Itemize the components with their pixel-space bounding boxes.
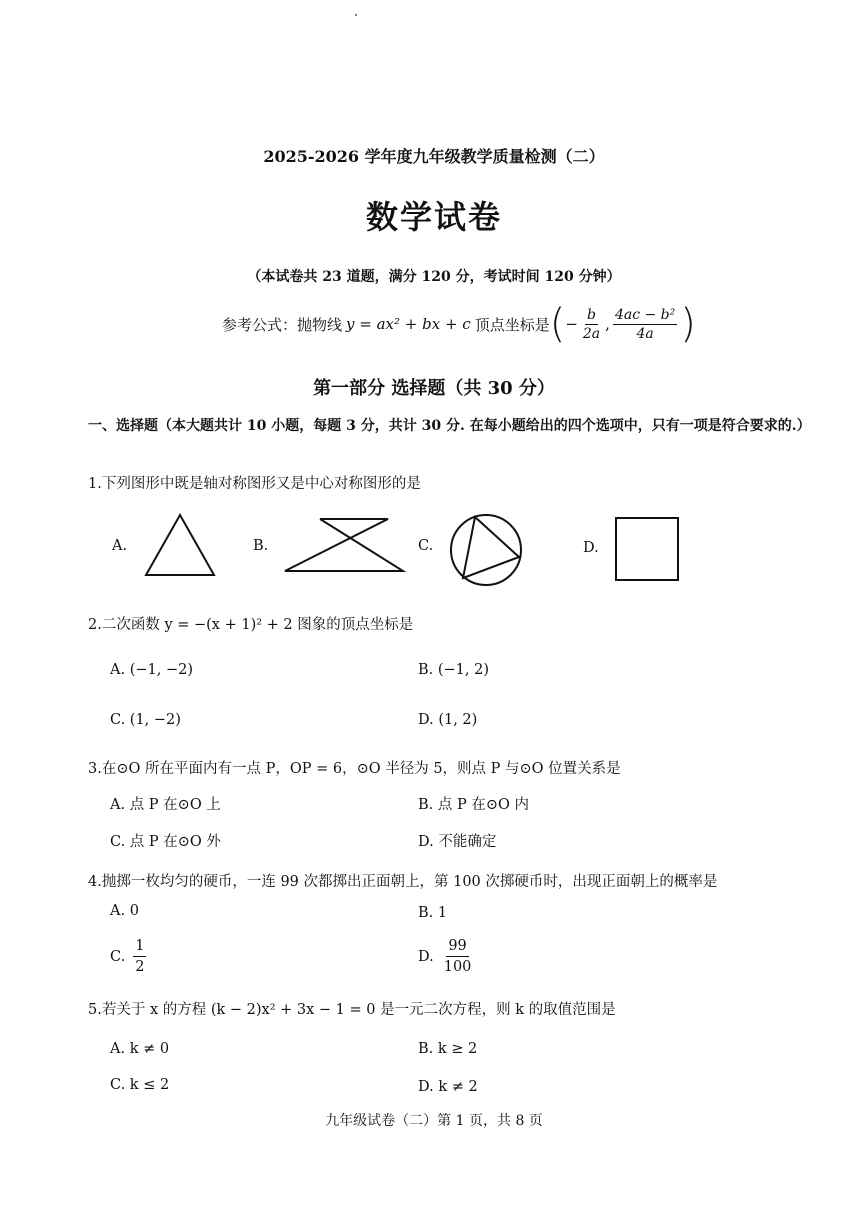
formula-frac-y	[613, 306, 677, 343]
q3-option-c: C. 点 P 在⊙O 外	[110, 834, 221, 850]
frac-x-den: 2a	[582, 325, 601, 342]
q1-option-a-label: A.	[112, 538, 128, 554]
page-footer: 九年级试卷（二）第 1 页，共 8 页	[325, 1113, 543, 1129]
q4-option-a: A. 0	[110, 903, 139, 919]
q2-option-a: A. (−1, −2)	[110, 662, 193, 678]
section-description: 一、选择题（本大题共计 10 小题，每题 3 分，共计 30 分. 在每小题给出的四个选项中，只有一项是符合要求的.）	[88, 418, 811, 434]
q2-option-d: D. (1, 2)	[418, 712, 478, 728]
q3-option-a: A. 点 P 在⊙O 上	[110, 797, 221, 813]
q4-c-den: 2	[135, 959, 145, 975]
formula-frac-x	[581, 306, 602, 343]
formula-right-paren: )	[680, 301, 696, 347]
q5-option-b: B. k ≥ 2	[418, 1041, 478, 1057]
q4-option-c	[110, 936, 146, 977]
exam-info: （本试卷共 23 道题，满分 120 分，考试时间 120 分钟）	[247, 269, 621, 285]
question-4-stem: 4.抛掷一枚均匀的硬币，一连 99 次都掷出正面朝上，第 100 次掷硬币时，出现正面朝上的概率是	[88, 874, 718, 890]
q3-option-d: D. 不能确定	[418, 834, 497, 850]
hourglass-triangles-figure	[282, 516, 406, 574]
q4-option-c-label: C.	[110, 948, 126, 965]
q4-option-b: B. 1	[418, 905, 448, 921]
formula-equation: y = ax² + bx + c	[346, 315, 471, 333]
formula-comma: ,	[605, 315, 610, 333]
q5-option-c: C. k ≤ 2	[110, 1077, 170, 1093]
inscribed-triangle-circle-figure	[448, 512, 524, 588]
q2-option-c: C. (1, −2)	[110, 712, 181, 728]
equilateral-triangle-figure	[143, 512, 217, 578]
frac-y-den: 4a	[636, 325, 654, 342]
frac-y-num: 4ac − b²	[614, 306, 676, 323]
square-figure	[614, 516, 680, 582]
q2-option-b: B. (−1, 2)	[418, 662, 490, 678]
scan-speck	[355, 14, 357, 16]
exam-title: 数学试卷	[365, 198, 502, 236]
q1-option-c-label: C.	[418, 538, 434, 554]
reference-formula	[222, 301, 696, 347]
part1-title: 第一部分 选择题（共 30 分）	[313, 378, 555, 399]
exam-subtitle: 2025-2026 学年度九年级教学质量检测（二）	[263, 147, 605, 166]
q4-c-num: 1	[133, 936, 146, 957]
q1-option-b-label: B.	[253, 538, 269, 554]
formula-left-paren: (	[549, 301, 566, 347]
q4-d-den: 100	[443, 959, 472, 975]
q4-d-num: 99	[446, 936, 468, 957]
q1-option-d-label: D.	[583, 540, 599, 556]
q4-option-c-fraction	[133, 936, 146, 977]
question-2-stem: 2.二次函数 y = −(x + 1)² + 2 图象的顶点坐标是	[88, 617, 414, 633]
question-1-stem: 1.下列图形中既是轴对称图形又是中心对称图形的是	[88, 476, 421, 492]
frac-x-num: b	[587, 306, 596, 323]
q5-option-d: D. k ≠ 2	[418, 1079, 478, 1095]
question-3-stem: 3.在⊙O 所在平面内有一点 P，OP = 6，⊙O 半径为 5，则点 P 与⊙O 位置关系是	[88, 761, 621, 777]
formula-prefix: 参考公式：抛物线	[222, 315, 343, 334]
q5-option-a: A. k ≠ 0	[110, 1041, 170, 1057]
q4-option-d-label: D.	[418, 948, 434, 965]
q4-option-d-fraction	[442, 936, 474, 977]
formula-neg: −	[565, 315, 578, 333]
q3-option-b: B. 点 P 在⊙O 内	[418, 797, 529, 813]
question-5-stem: 5.若关于 x 的方程 (k − 2)x² + 3x − 1 = 0 是一元二次方程，则 k 的取值范围是	[88, 1002, 616, 1018]
formula-middle: 顶点坐标是	[474, 315, 550, 334]
q4-option-d	[418, 936, 473, 977]
